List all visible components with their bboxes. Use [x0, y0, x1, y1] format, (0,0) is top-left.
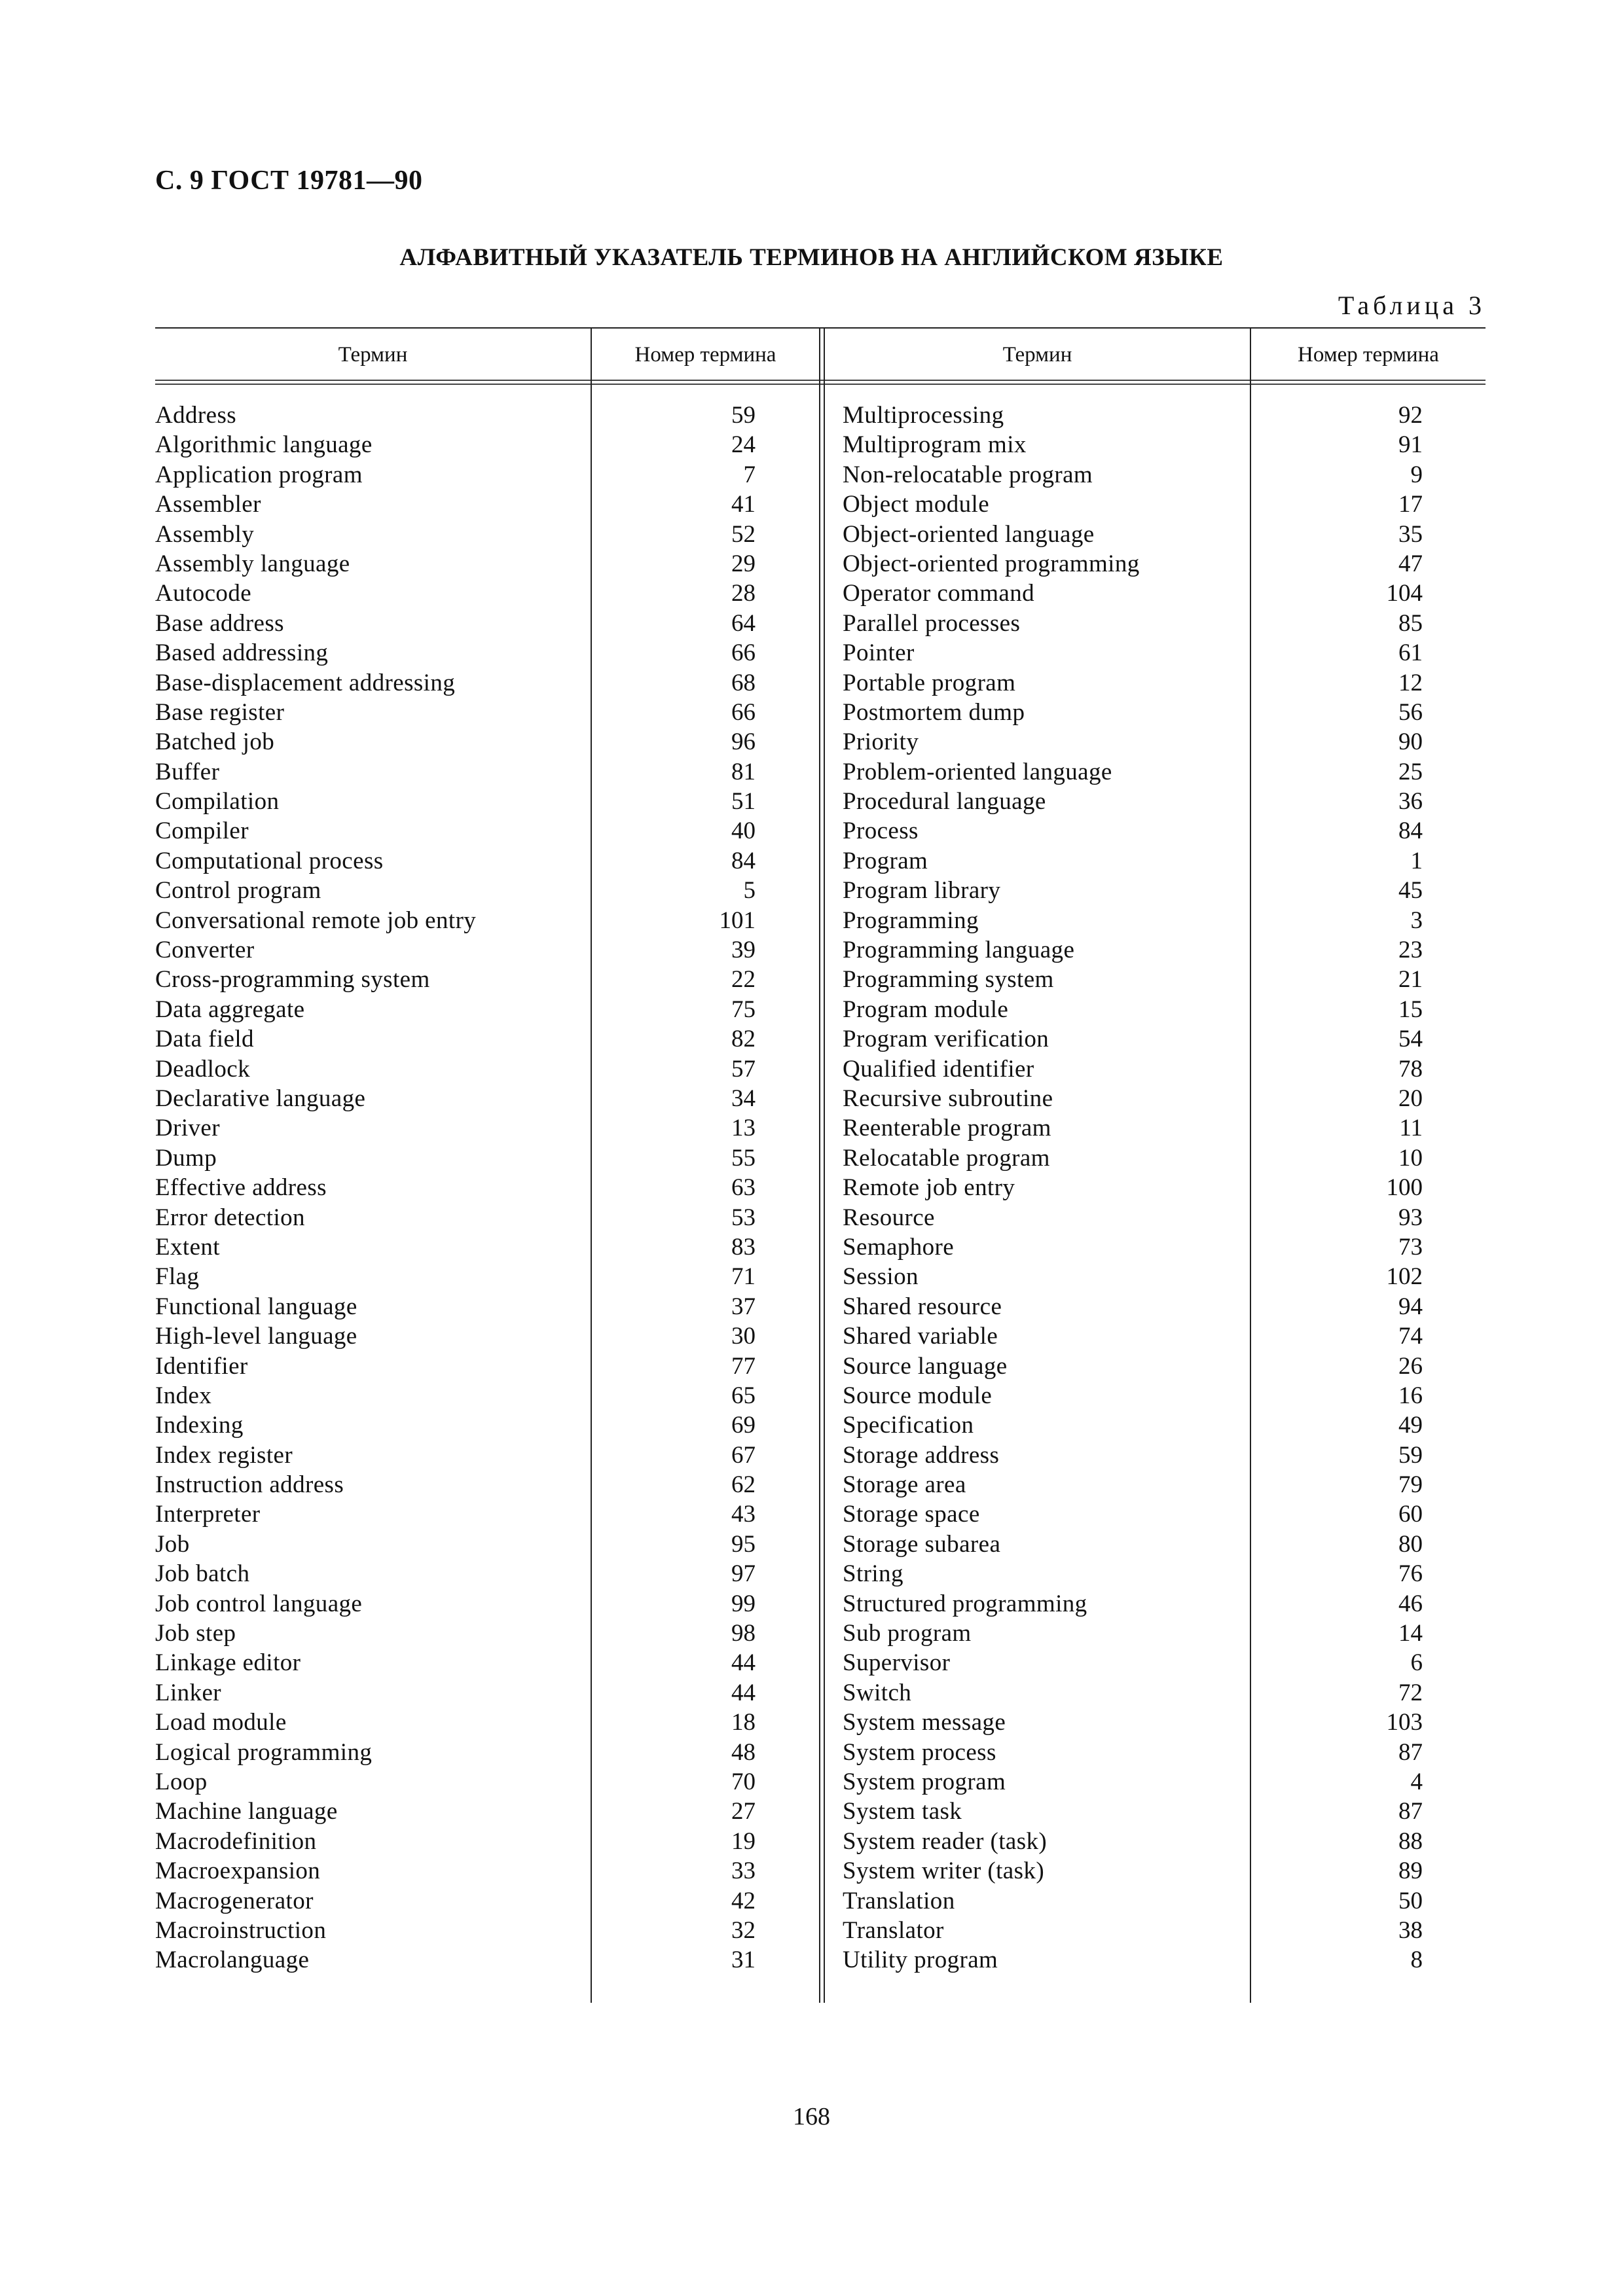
left-num-cell: 7	[743, 461, 756, 488]
left-term-cell: Identifier	[155, 1352, 248, 1380]
right-term-cell: System message	[843, 1709, 1006, 1736]
right-term-cell: System process	[843, 1738, 996, 1766]
left-term-cell: Index register	[155, 1441, 293, 1469]
right-term-cell: Process	[843, 817, 919, 845]
left-num-cell: 24	[731, 431, 756, 459]
right-term-cell: Recursive subroutine	[843, 1085, 1053, 1112]
left-term-cell: Macrogenerator	[155, 1887, 314, 1914]
left-term-cell: Driver	[155, 1115, 220, 1142]
left-num-cell: 57	[731, 1055, 756, 1083]
right-term-cell: Programming system	[843, 966, 1054, 994]
left-term-cell: Control program	[155, 877, 321, 905]
left-term-cell: Linkage editor	[155, 1649, 301, 1677]
right-num-cell: 9	[1410, 461, 1423, 488]
left-num-cell: 39	[731, 937, 756, 964]
right-term-cell: Object-oriented language	[843, 520, 1095, 548]
right-num-cell: 102	[1386, 1263, 1423, 1291]
right-term-cell: Multiprocessing	[843, 402, 1004, 429]
right-num-cell: 10	[1398, 1144, 1423, 1172]
right-term-cell: Source language	[843, 1352, 1008, 1380]
right-term-cell: Procedural language	[843, 788, 1046, 816]
right-term-cell: Multiprogram mix	[843, 431, 1027, 459]
right-term-cell: Storage address	[843, 1441, 1000, 1469]
header-rule-2	[155, 384, 1486, 385]
right-term-cell: Portable program	[843, 669, 1016, 696]
right-num-cell: 80	[1398, 1530, 1423, 1558]
left-term-cell: Assembler	[155, 491, 261, 518]
right-term-cell: Sub program	[843, 1620, 972, 1647]
right-term-list	[843, 401, 1249, 1975]
left-term-cell: Compiler	[155, 817, 249, 845]
left-num-cell: 98	[731, 1620, 756, 1647]
left-num-cell: 55	[731, 1144, 756, 1172]
left-term-cell: Assembly language	[155, 550, 350, 577]
right-num-cell: 73	[1398, 1233, 1423, 1261]
right-num-cell: 1	[1410, 847, 1423, 874]
right-num-cell: 94	[1398, 1293, 1423, 1320]
left-num-cell: 66	[731, 698, 756, 726]
right-num-cell: 60	[1398, 1501, 1423, 1528]
left-num-cell: 48	[731, 1738, 756, 1766]
right-num-cell: 78	[1398, 1055, 1423, 1083]
left-term-cell: Algorithmic language	[155, 431, 373, 459]
column-divider-center-b	[824, 327, 825, 2003]
right-term-cell: Shared resource	[843, 1293, 1002, 1320]
left-num-cell: 13	[731, 1115, 756, 1142]
right-num-cell: 49	[1398, 1412, 1423, 1439]
right-term-cell: Postmortem dump	[843, 698, 1025, 726]
left-num-cell: 18	[731, 1709, 756, 1736]
right-term-cell: Storage space	[843, 1501, 980, 1528]
left-num-cell: 97	[731, 1560, 756, 1588]
left-term-cell: Logical programming	[155, 1738, 373, 1766]
left-num-cell: 82	[731, 1026, 756, 1053]
right-num-cell: 35	[1398, 520, 1423, 548]
right-term-cell: Programming	[843, 906, 979, 934]
right-num-cell: 17	[1398, 491, 1423, 518]
right-num-cell: 93	[1398, 1204, 1423, 1231]
right-term-cell: System program	[843, 1768, 1006, 1795]
header-rule-1	[155, 380, 1486, 381]
right-num-cell: 20	[1398, 1085, 1423, 1112]
left-num-cell: 96	[731, 728, 756, 756]
right-num-cell: 11	[1399, 1115, 1423, 1142]
right-term-cell: Problem-oriented language	[843, 758, 1112, 785]
right-term-cell: Structured programming	[843, 1590, 1087, 1617]
right-num-cell: 74	[1398, 1323, 1423, 1350]
right-term-cell: Resource	[843, 1204, 935, 1231]
left-number-list	[592, 401, 756, 1975]
right-num-cell: 85	[1398, 609, 1423, 637]
right-term-cell: Semaphore	[843, 1233, 955, 1261]
left-term-cell: Assembly	[155, 520, 255, 548]
left-num-cell: 75	[731, 996, 756, 1023]
right-term-cell: Storage area	[843, 1471, 966, 1499]
header-term-left: Термин	[338, 343, 408, 367]
left-term-cell: High-level language	[155, 1323, 357, 1350]
right-num-cell: 61	[1398, 639, 1423, 667]
header-number-right: Номер термина	[1298, 343, 1439, 367]
right-num-cell: 25	[1398, 758, 1423, 785]
left-term-cell: Job step	[155, 1620, 236, 1647]
left-num-cell: 99	[731, 1590, 756, 1617]
left-term-cell: Job	[155, 1530, 190, 1558]
left-term-cell: Application program	[155, 461, 363, 488]
left-num-cell: 37	[731, 1293, 756, 1320]
right-num-cell: 89	[1398, 1857, 1423, 1885]
right-num-cell: 8	[1410, 1946, 1423, 1974]
right-term-cell: System task	[843, 1798, 962, 1825]
left-num-cell: 63	[731, 1174, 756, 1202]
left-term-cell: Macroexpansion	[155, 1857, 321, 1885]
left-num-cell: 52	[731, 520, 756, 548]
right-num-cell: 36	[1398, 788, 1423, 816]
left-term-cell: Cross-programming system	[155, 966, 430, 994]
right-term-cell: Qualified identifier	[843, 1055, 1034, 1083]
left-term-cell: Linker	[155, 1679, 222, 1706]
table-top-rule	[155, 327, 1486, 329]
right-num-cell: 56	[1398, 698, 1423, 726]
left-num-cell: 66	[731, 639, 756, 667]
left-num-cell: 43	[731, 1501, 756, 1528]
left-num-cell: 33	[731, 1857, 756, 1885]
left-num-cell: 27	[731, 1798, 756, 1825]
left-num-cell: 67	[731, 1441, 756, 1469]
right-num-cell: 92	[1398, 402, 1423, 429]
right-term-cell: Utility program	[843, 1946, 998, 1974]
right-term-cell: Reenterable program	[843, 1115, 1051, 1142]
left-num-cell: 65	[731, 1382, 756, 1409]
left-num-cell: 84	[731, 847, 756, 874]
right-num-cell: 38	[1398, 1916, 1423, 1944]
left-term-cell: Batched job	[155, 728, 275, 756]
left-num-cell: 34	[731, 1085, 756, 1112]
right-num-cell: 88	[1398, 1827, 1423, 1855]
left-term-cell: Compilation	[155, 788, 280, 816]
right-term-cell: Object module	[843, 491, 990, 518]
left-term-cell: Extent	[155, 1233, 220, 1261]
right-term-cell: Programming language	[843, 937, 1075, 964]
right-term-cell: Storage subarea	[843, 1530, 1001, 1558]
right-term-cell: Translator	[843, 1916, 944, 1944]
left-term-cell: Declarative language	[155, 1085, 366, 1112]
right-num-cell: 21	[1398, 966, 1423, 994]
left-term-cell: Data aggregate	[155, 996, 305, 1023]
left-num-cell: 95	[731, 1530, 756, 1558]
terms-table	[155, 327, 1486, 2003]
left-term-list	[155, 401, 587, 1975]
running-head: С. 9 ГОСТ 19781—90	[155, 166, 423, 196]
left-term-cell: Based addressing	[155, 639, 329, 667]
left-term-cell: Base-displacement addressing	[155, 669, 456, 696]
left-term-cell: Computational process	[155, 847, 384, 874]
right-num-cell: 91	[1398, 431, 1423, 459]
left-num-cell: 19	[731, 1827, 756, 1855]
right-num-cell: 87	[1398, 1738, 1423, 1766]
header-number-left: Номер термина	[634, 343, 776, 367]
left-num-cell: 29	[731, 550, 756, 577]
left-term-cell: Dump	[155, 1144, 217, 1172]
right-term-cell: String	[843, 1560, 903, 1588]
left-num-cell: 70	[731, 1768, 756, 1795]
left-term-cell: Conversational remote job entry	[155, 906, 477, 934]
right-num-cell: 54	[1398, 1026, 1423, 1053]
left-num-cell: 31	[731, 1946, 756, 1974]
right-num-cell: 87	[1398, 1798, 1423, 1825]
right-num-cell: 4	[1410, 1768, 1423, 1795]
right-num-cell: 6	[1410, 1649, 1423, 1677]
right-term-cell: Relocatable program	[843, 1144, 1050, 1172]
left-term-cell: Machine language	[155, 1798, 338, 1825]
left-num-cell: 40	[731, 817, 756, 845]
right-num-cell: 90	[1398, 728, 1423, 756]
left-term-cell: Job batch	[155, 1560, 250, 1588]
left-num-cell: 41	[731, 491, 756, 518]
right-num-cell: 104	[1386, 580, 1423, 607]
right-term-cell: Priority	[843, 728, 919, 756]
header-term-right: Термин	[1002, 343, 1072, 367]
right-term-cell: Operator command	[843, 580, 1035, 607]
right-number-list	[1251, 401, 1423, 1975]
right-term-cell: Supervisor	[843, 1649, 951, 1677]
right-num-cell: 14	[1398, 1620, 1423, 1647]
page-number: 168	[793, 2103, 830, 2130]
left-term-cell: Macrolanguage	[155, 1946, 310, 1974]
right-term-cell: Program verification	[843, 1026, 1049, 1053]
right-num-cell: 23	[1398, 937, 1423, 964]
left-term-cell: Flag	[155, 1263, 200, 1291]
right-num-cell: 16	[1398, 1382, 1423, 1409]
left-term-cell: Autocode	[155, 580, 252, 607]
left-num-cell: 44	[731, 1679, 756, 1706]
right-num-cell: 12	[1398, 669, 1423, 696]
left-num-cell: 64	[731, 609, 756, 637]
right-term-cell: System reader (task)	[843, 1827, 1048, 1855]
right-term-cell: Non-relocatable program	[843, 461, 1093, 488]
left-term-cell: Base address	[155, 609, 284, 637]
left-num-cell: 22	[731, 966, 756, 994]
right-num-cell: 50	[1398, 1887, 1423, 1914]
right-num-cell: 3	[1410, 906, 1423, 934]
right-term-cell: Object-oriented programming	[843, 550, 1140, 577]
right-num-cell: 79	[1398, 1471, 1423, 1499]
column-divider-center-a	[819, 327, 820, 2003]
left-num-cell: 32	[731, 1916, 756, 1944]
left-num-cell: 101	[719, 906, 756, 934]
right-num-cell: 76	[1398, 1560, 1423, 1588]
left-term-cell: Instruction address	[155, 1471, 344, 1499]
right-term-cell: Program	[843, 847, 928, 874]
left-num-cell: 62	[731, 1471, 756, 1499]
left-term-cell: Load module	[155, 1709, 287, 1736]
left-term-cell: Deadlock	[155, 1055, 250, 1083]
left-num-cell: 28	[731, 580, 756, 607]
left-num-cell: 68	[731, 669, 756, 696]
left-term-cell: Interpreter	[155, 1501, 261, 1528]
left-term-cell: Functional language	[155, 1293, 357, 1320]
right-num-cell: 103	[1386, 1709, 1423, 1736]
left-num-cell: 71	[731, 1263, 756, 1291]
table-label: Таблица 3	[1338, 291, 1486, 320]
left-num-cell: 69	[731, 1412, 756, 1439]
right-term-cell: Parallel processes	[843, 609, 1021, 637]
left-num-cell: 5	[743, 877, 756, 905]
left-term-cell: Converter	[155, 937, 255, 964]
left-num-cell: 42	[731, 1887, 756, 1914]
left-term-cell: Address	[155, 402, 237, 429]
left-term-cell: Data field	[155, 1026, 254, 1053]
right-term-cell: Source module	[843, 1382, 993, 1409]
left-term-cell: Loop	[155, 1768, 208, 1795]
right-num-cell: 15	[1398, 996, 1423, 1023]
right-num-cell: 46	[1398, 1590, 1423, 1617]
left-term-cell: Macrodefinition	[155, 1827, 317, 1855]
right-term-cell: Translation	[843, 1887, 955, 1914]
right-term-cell: Switch	[843, 1679, 912, 1706]
left-term-cell: Indexing	[155, 1412, 244, 1439]
left-num-cell: 53	[731, 1204, 756, 1231]
right-term-cell: Remote job entry	[843, 1174, 1015, 1202]
left-term-cell: Macroinstruction	[155, 1916, 327, 1944]
left-num-cell: 59	[731, 402, 756, 429]
right-term-cell: Program library	[843, 877, 1001, 905]
left-term-cell: Index	[155, 1382, 212, 1409]
left-term-cell: Effective address	[155, 1174, 327, 1202]
right-term-cell: Specification	[843, 1412, 974, 1439]
left-num-cell: 81	[731, 758, 756, 785]
right-num-cell: 47	[1398, 550, 1423, 577]
right-term-cell: Program module	[843, 996, 1009, 1023]
right-term-cell: Shared variable	[843, 1323, 998, 1350]
left-num-cell: 30	[731, 1323, 756, 1350]
left-term-cell: Buffer	[155, 758, 220, 785]
left-term-cell: Base register	[155, 698, 285, 726]
left-num-cell: 51	[731, 788, 756, 816]
right-num-cell: 59	[1398, 1441, 1423, 1469]
right-term-cell: Pointer	[843, 639, 915, 667]
left-num-cell: 44	[731, 1649, 756, 1677]
right-num-cell: 45	[1398, 877, 1423, 905]
right-term-cell: System writer (task)	[843, 1857, 1045, 1885]
document-title: АЛФАВИТНЫЙ УКАЗАТЕЛЬ ТЕРМИНОВ НА АНГЛИЙСКОМ ЯЗЫКЕ	[399, 244, 1224, 271]
right-num-cell: 100	[1386, 1174, 1423, 1202]
left-num-cell: 83	[731, 1233, 756, 1261]
right-num-cell: 26	[1398, 1352, 1423, 1380]
right-num-cell: 72	[1398, 1679, 1423, 1706]
left-num-cell: 77	[731, 1352, 756, 1380]
right-term-cell: Session	[843, 1263, 919, 1291]
left-term-cell: Job control language	[155, 1590, 363, 1617]
right-num-cell: 84	[1398, 817, 1423, 845]
left-term-cell: Error detection	[155, 1204, 305, 1231]
